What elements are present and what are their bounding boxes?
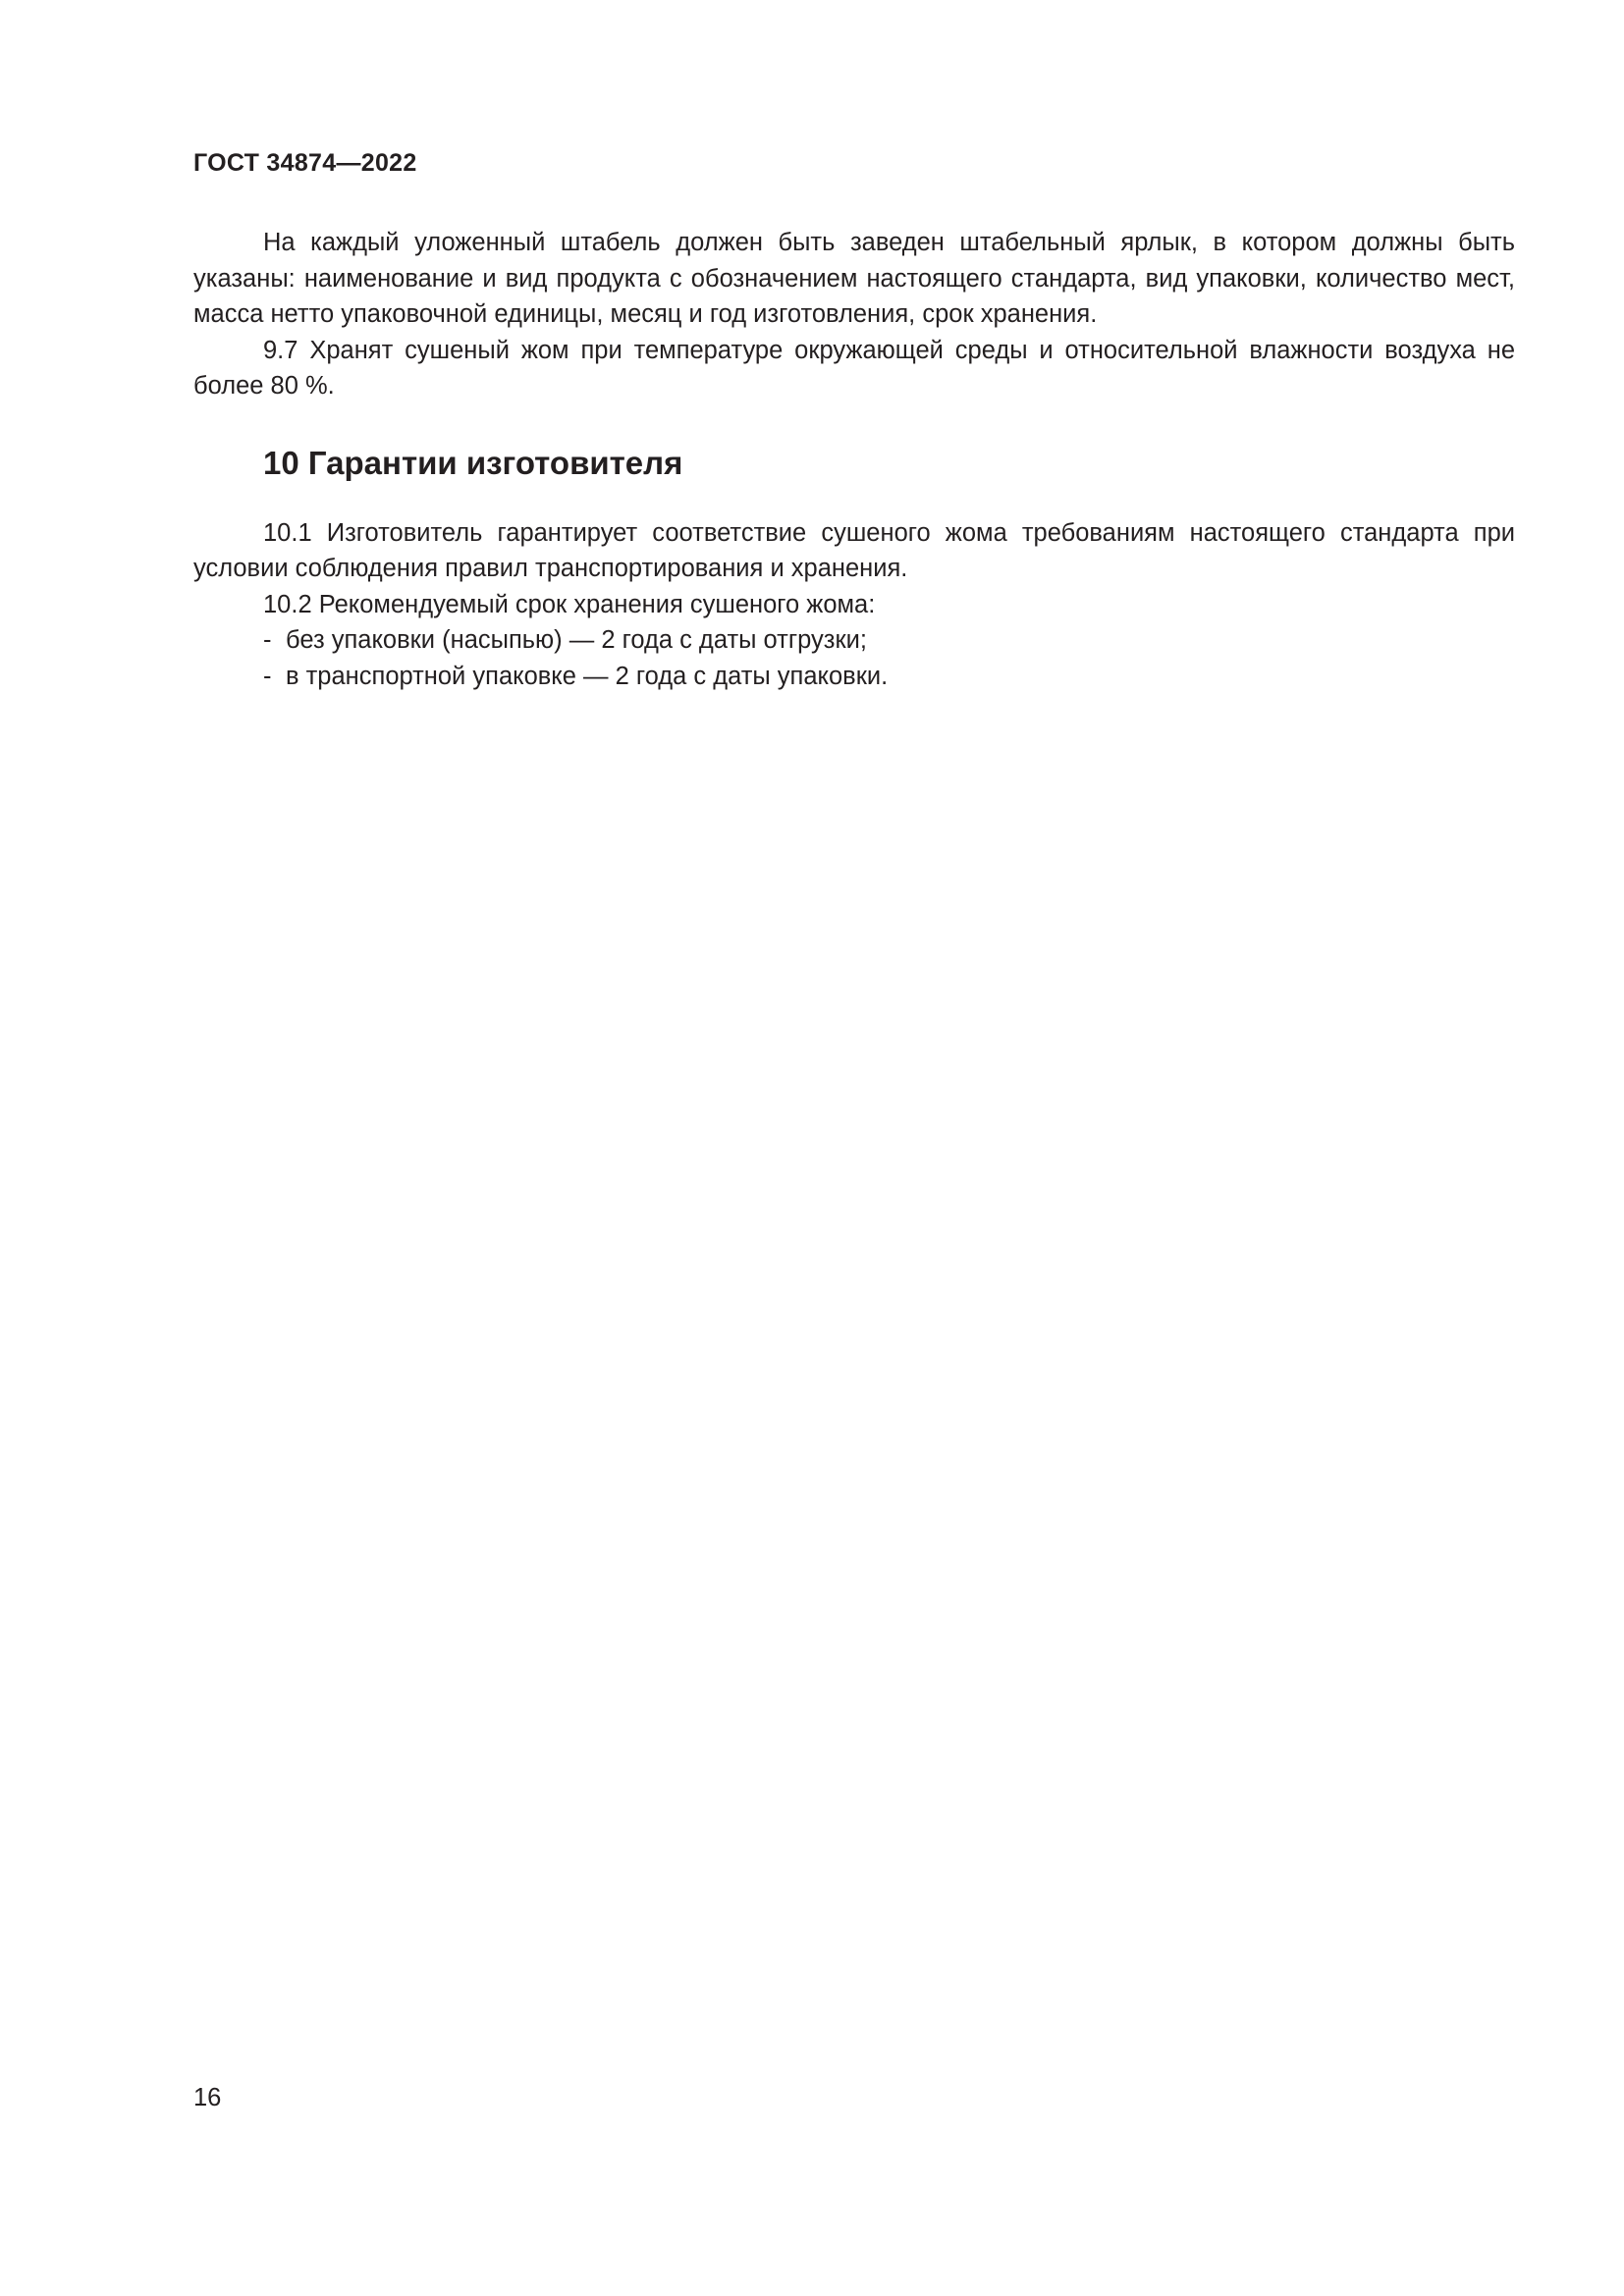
paragraph-storage-conditions: 9.7 Хранят сушеный жом при температуре окружающей среды и относительной влажности воздуха не более 80 %. (193, 336, 1515, 400)
list-item (193, 622, 1515, 659)
shelf-life-list (193, 622, 1515, 694)
list-item-text: без упаковки (насыпью) — 2 года с даты отгрузки; (286, 626, 867, 654)
list-marker: - (263, 662, 272, 690)
paragraph-manufacturer-guarantee: 10.1 Изготовитель гарантирует соответствие сушеного жома требованиям настоящего стандарта при условии соблюдения правил транспортирования и хранения. (193, 518, 1515, 582)
paragraph-shelf-life: 10.2 Рекомендуемый срок хранения сушеного жома: (263, 590, 876, 618)
list-item (193, 659, 1515, 695)
page-number: 16 (193, 2084, 222, 2111)
section-title-warranty: 10 Гарантии изготовителя (263, 444, 683, 481)
paragraph-stack-label: На каждый уложенный штабель должен быть заведен штабельный ярлык, в котором должны быть указаны: наименование и вид продукта с обозначением настоящего стандарта, вид упаковки, количество мест, масса нетто упаковочной единицы, месяц и год изготовления, срок хранения. (193, 229, 1515, 328)
list-marker: - (263, 626, 272, 654)
page-content (193, 225, 1515, 694)
list-item-text: в транспортной упаковке — 2 года с даты упаковки. (286, 662, 889, 690)
document-header: ГОСТ 34874—2022 (193, 149, 417, 177)
